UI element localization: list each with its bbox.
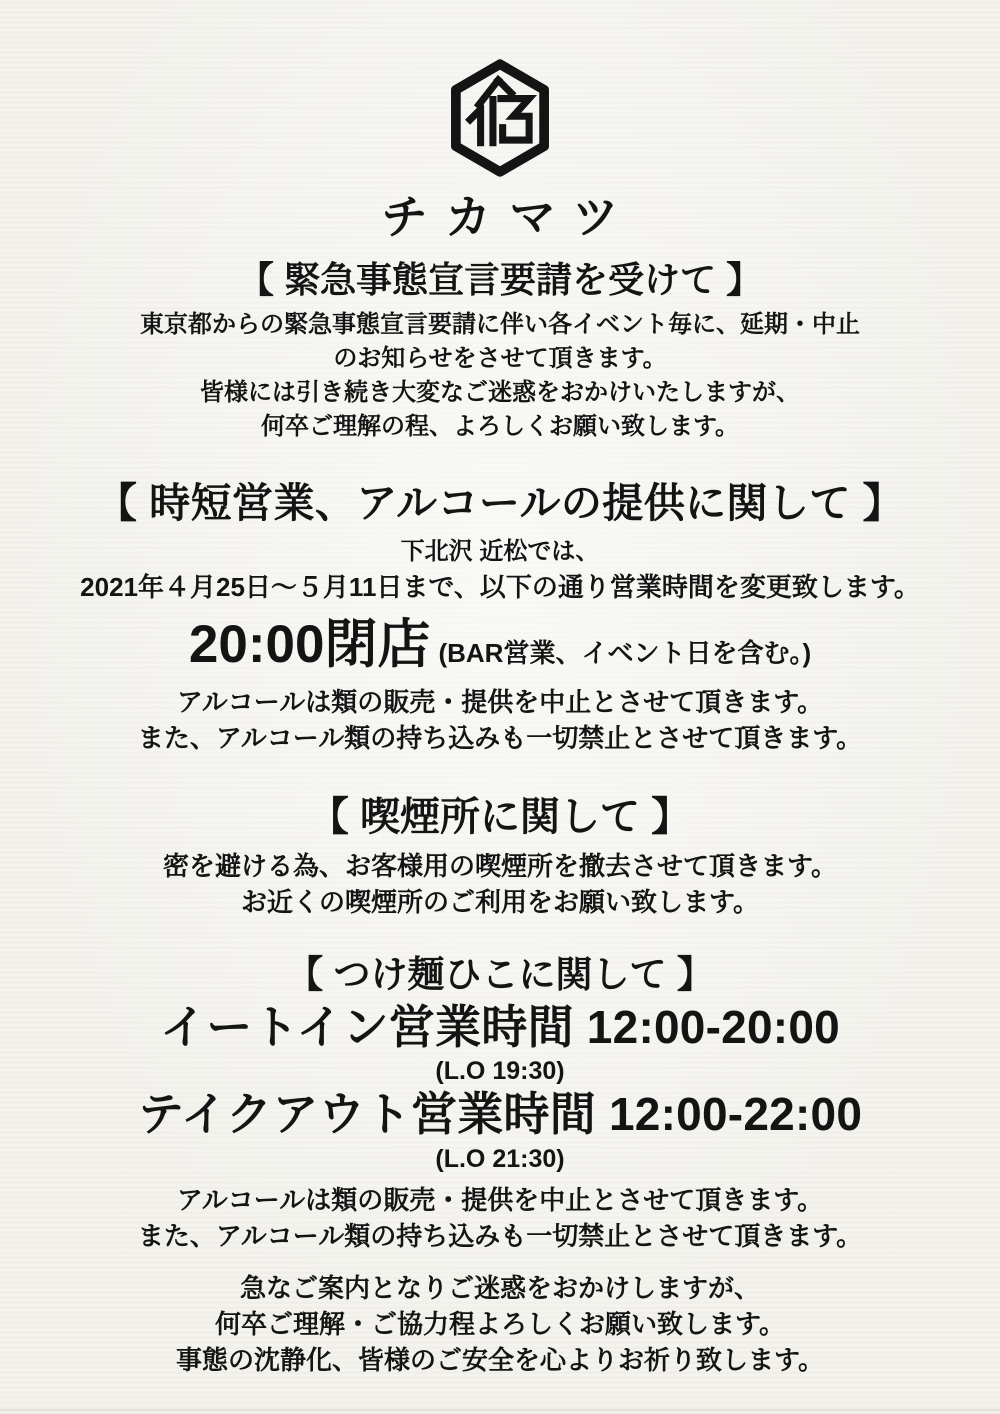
closing-time-note: (BAR営業、イベント日を含む。) (438, 638, 812, 669)
footer-message (0, 1270, 1000, 1378)
closing-time-row (0, 615, 1000, 676)
alcohol-notice-line: また、アルコール類の持ち込みも一切禁止とさせて頂きます。 (137, 1220, 863, 1251)
footer-line: 何卒ご理解・ご協力程よろしくお願い致します。 (215, 1308, 785, 1339)
notice-line: のお知らせをさせて頂きます。 (333, 345, 667, 373)
section-smoking-area (0, 792, 1000, 920)
footer-line: 事態の沈静化、皆様のご安全を心よりお祈り致します。 (176, 1344, 824, 1375)
alcohol-notice-line: また、アルコール類の持ち込みも一切禁止とさせて頂きます。 (137, 723, 863, 754)
alcohol-notice-line: アルコールは類の販売・提供を中止とさせて頂きます。 (176, 687, 824, 718)
section-emergency-heading: 【 緊急事態宣言要請を受けて 】 (237, 259, 762, 301)
brand-name: チカマツ (381, 191, 637, 243)
notice-line: 皆様には引き続き大変なご迷惑をおかけいたしますが、 (200, 379, 800, 407)
smoking-notice-line: 密を避ける為、お客様用の喫煙所を撤去させて頂きます。 (163, 851, 837, 882)
period-line: 2021年４月25日～５月11日まで、以下の通り営業時間を変更致します。 (80, 572, 920, 603)
takeout-last-order: (L.O 21:30) (435, 1144, 565, 1173)
section-smoking-area-heading: 【 喫煙所に関して 】 (308, 795, 692, 840)
smoking-notice-line: お近くの喫煙所のご利用をお願い致します。 (241, 887, 759, 918)
eat-in-hours: イートイン営業時間 12:00-20:00 (160, 1000, 840, 1053)
chikamatsu-hexagon-logo-icon (447, 58, 553, 178)
logo-container (0, 0, 1000, 178)
section-emergency (0, 257, 1000, 444)
alcohol-notice-line: アルコールは類の販売・提供を中止とさせて頂きます。 (176, 1184, 824, 1215)
section-tsukemen-hiko-heading: 【 つけ麺ひこに関して 】 (286, 954, 714, 996)
eat-in-last-order: (L.O 19:30) (435, 1057, 565, 1086)
notice-line: 何卒ご理解の程、よろしくお願い致します。 (260, 413, 740, 441)
takeout-hours: テイクアウト営業時間 12:00-22:00 (137, 1088, 863, 1141)
store-name-line: 下北沢 近松では、 (400, 538, 600, 566)
section-tsukemen-hiko (0, 952, 1000, 1253)
section-shortened-hours (0, 478, 1000, 756)
notice-line: 東京都からの緊急事態宣言要請に伴い各イベント毎に、延期・中止 (140, 311, 860, 339)
footer-line: 急なご案内となりご迷惑をおかけしますが、 (239, 1272, 760, 1303)
section-shortened-hours-heading: 【 時短営業、アルコールの提供に関して 】 (96, 480, 904, 527)
closing-time: 20:00閉店 (188, 615, 431, 675)
